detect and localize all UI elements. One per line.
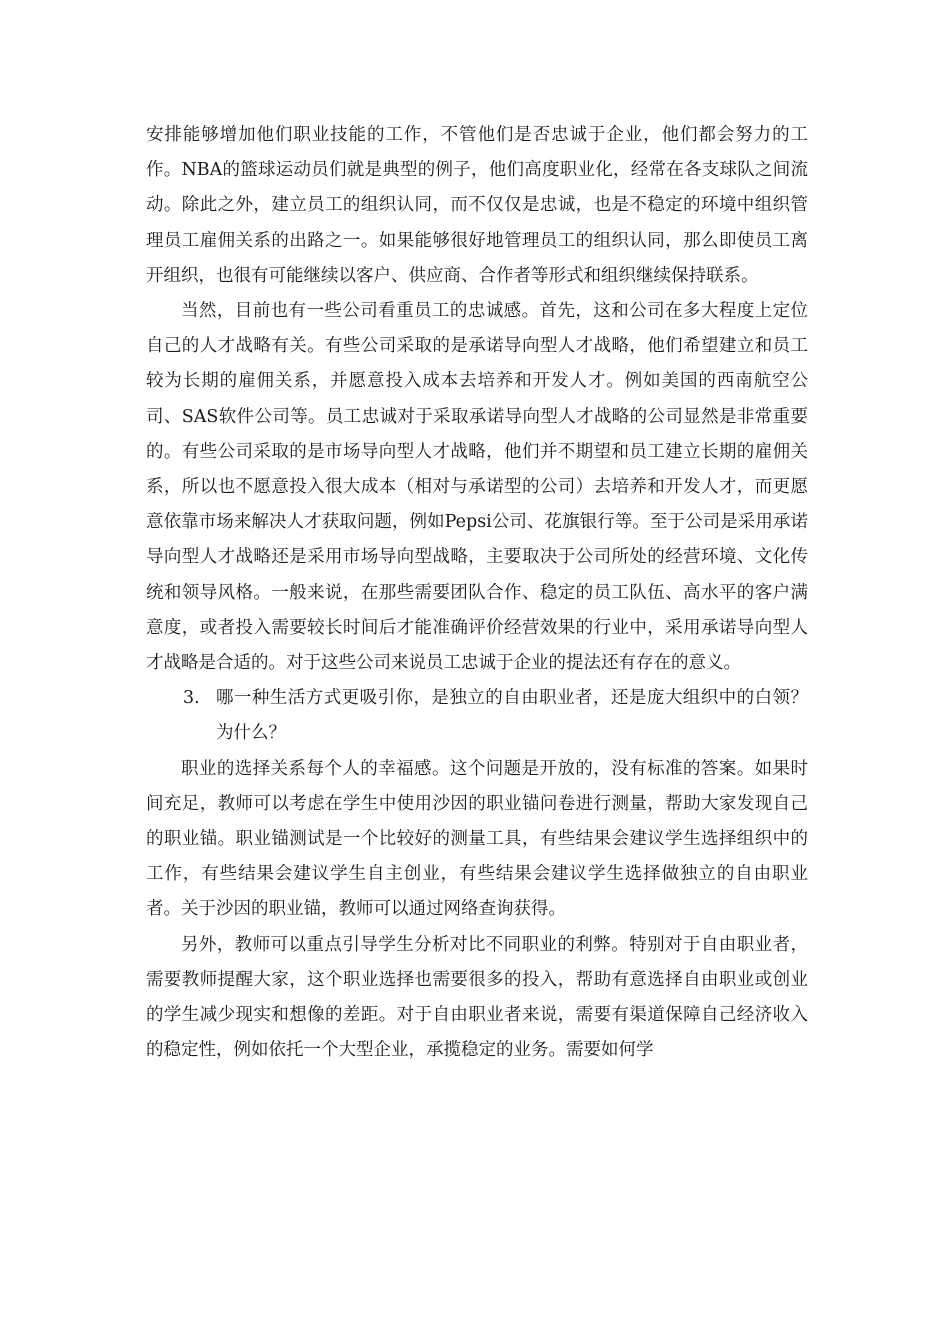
paragraph-career-anchor: 职业的选择关系每个人的幸福感。这个问题是开放的，没有标准的答案。如果时间充足，教师可以考虑在学生中使用沙因的职业锚问卷进行测量，帮助大家发现自己的职业锚。职业锚测试是一个比较好的测量工具，有些结果会建议学生选择组织中的工作，有些结果会建议学生自主创业，有些结果会建议学生选择做独立的自由职业者。关于沙因的职业锚，教师可以通过网络查询获得。 [146,758,808,920]
paragraph-talent-strategy: 当然，目前也有一些公司看重员工的忠诚感。首先，这和公司在多大程度上定位自己的人才战略有关。有些公司采取的是承诺导向型人才战略，他们希望建立和员工较为长期的雇佣关系，并愿意投入成本去培养和开发人才。例如美国的西南航空公司、SAS软件公司等。员工忠诚对于采取承诺导向型人才战略的公司显然是非常重要的。有些公司采取的是市场导向型人才战略，他们并不期望和员工建立长期的雇佣关系，所以也不愿意投入很大成本（相对与承诺型的公司）去培养和开发人才，而更愿意依靠市场来解决人才获取问题，例如Pepsi公司、花旗银行等。至于公司是采用承诺导向型人才战略还是采用市场导向型战略，主要取决于公司所处的经营环境、文化传统和领导风格。一般来说，在那些需要团队合作、稳定的员工队伍、高水平的客户满意度，或者投入需要较长时间后才能准确评价经营效果的行业中，采用承诺导向型人才战略是合适的。对于这些公司来说员工忠诚于企业的提法还有存在的意义。 [146,301,808,674]
question-item [146,681,808,751]
question-text: 哪一种生活方式更吸引你，是独立的自由职业者，还是庞大组织中的白领？为什么？ [216,688,808,744]
paragraph-continuation: 安排能够增加他们职业技能的工作，不管他们是否忠诚于企业，他们都会努力的工作。NBA的篮球运动员们就是典型的例子，他们高度职业化，经常在各支球队之间流动。除此之外，建立员工的组织认同，而不仅仅是忠诚，也是不稳定的环境中组织管理员工雇佣关系的出路之一。如果能够很好地管理员工的组织认同，那么即使员工离开组织，也很有可能继续以客户、供应商、合作者等形式和组织继续保持联系。 [146,125,808,286]
paragraph-freelancer: 另外，教师可以重点引导学生分析对比不同职业的利弊。特别对于自由职业者，需要教师提醒大家，这个职业选择也需要很多的投入，帮助有意选择自由职业或创业的学生减少现实和想像的差距。对于自由职业者来说，需要有渠道保障自己经济收入的稳定性，例如依托一个大型企业，承揽稳定的业务。需要如何学 [146,934,808,1061]
question-number: 3. [183,688,200,709]
document-body [146,118,808,1068]
